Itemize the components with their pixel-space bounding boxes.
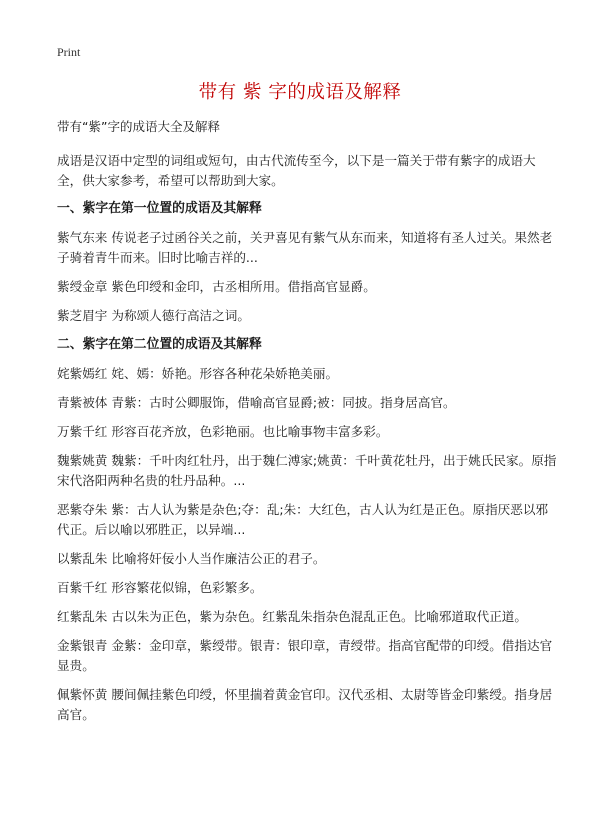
idiom-entry: 百紫千红 形容繁花似锦，色彩繁多。 [57,580,263,595]
print-label: Print [57,45,81,59]
idiom-entry: 紫芝眉宇 为称颂人德行高洁之词。 [57,308,250,323]
idiom-entry: 姹紫嫣红 姹、嫣：娇艳。形容各种花朵娇艳美丽。 [57,366,339,381]
idiom-entry: 青紫被体 青紫：古时公卿服饰，借喻高官显爵;被：同披。指身居高官。 [57,395,456,410]
idiom-entry: 红紫乱朱 古以朱为正色，紫为杂色。红紫乱朱指杂色混乱正色。比喻邪道取代正道。 [57,609,527,624]
page-title: 带有 紫 字的成语及解释 [198,82,402,103]
idiom-entry: 魏紫姚黄 魏紫：千叶肉红牡丹，出于魏仁溥家;姚黄：千叶黄花牡丹，出于姚氏民家。原指宋代洛阳两种名贵的牡丹品种。... [57,453,557,488]
idiom-entry: 恶紫夺朱 紫：古人认为紫是杂色;夺：乱;朱：大红色，古人认为红是正色。原指厌恶以邪代正。后以喻以邪胜正，以异端... [57,502,549,537]
idiom-entry: 以紫乱朱 比喻将奸佞小人当作廉洁公正的君子。 [57,551,326,566]
section-heading-1: 一、紫字在第一位置的成语及其解释 [57,201,262,216]
intro-paragraph: 成语是汉语中定型的词组或短句，由古代流传至今，以下是一篇关于带有紫字的成语大全，供大家参考，希望可以帮助到大家。 [57,153,536,188]
idiom-entry: 金紫银青 金紫：金印章，紫绶带。银青：银印章，青绶带。指高官配带的印绶。借指达官显贵。 [57,638,553,673]
idiom-entry: 紫气东来 传说老子过函谷关之前，关尹喜见有紫气从东而来，知道将有圣人过关。果然老子骑着青牛而来。旧时比喻吉祥的... [57,230,553,265]
document-body [57,118,557,734]
document-subtitle: 带有“紫”字的成语大全及解释 [57,119,220,134]
idiom-entry: 佩紫怀黄 腰间佩挂紫色印绶，怀里揣着黄金官印。汉代丞相、太尉等皆金印紫绶。指身居高官。 [57,687,553,722]
idiom-entry: 紫绶金章 紫色印绶和金印，古丞相所用。借指高官显爵。 [57,279,376,294]
idiom-entry: 万紫千红 形容百花齐放，色彩艳丽。也比喻事物丰富多彩。 [57,424,389,439]
section-heading-2: 二、紫字在第二位置的成语及其解释 [57,337,262,352]
